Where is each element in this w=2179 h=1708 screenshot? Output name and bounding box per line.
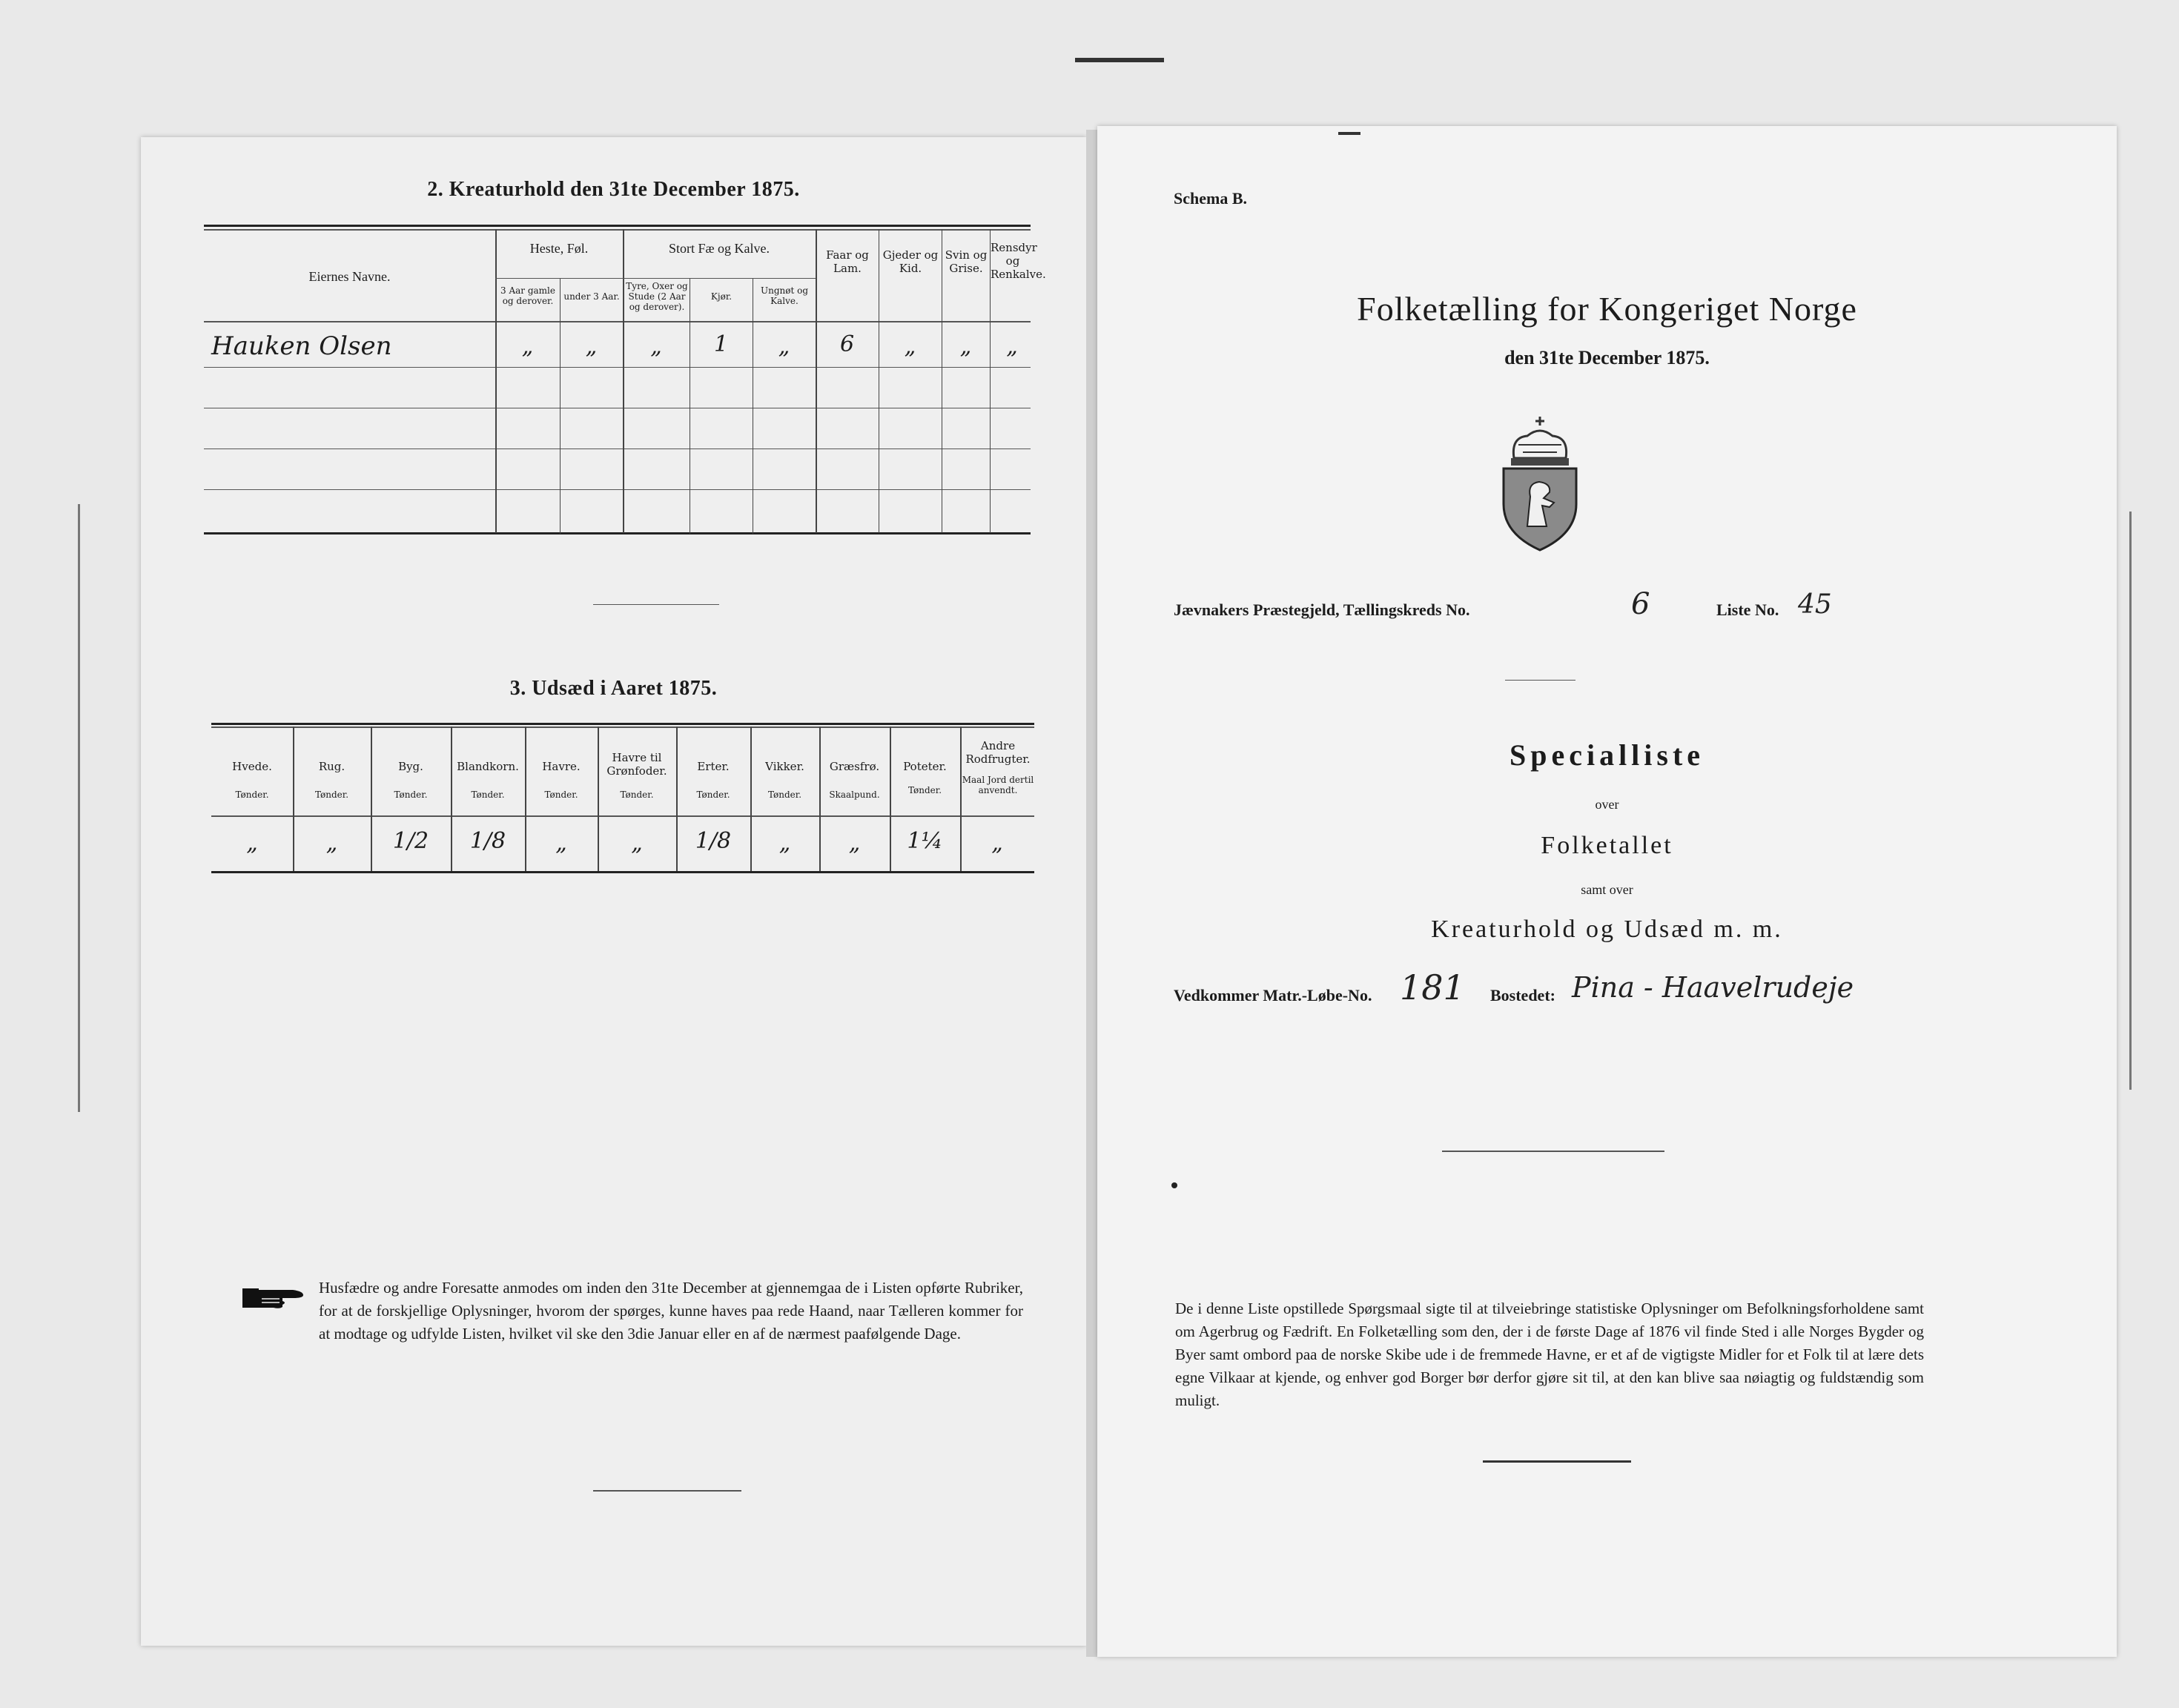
sow-h-unit: Tønder.: [767, 790, 802, 800]
samt-over-text: samt over: [1581, 882, 1633, 897]
horses-header: Heste, Føl.: [529, 241, 589, 256]
sowing-cell: 1/2: [392, 828, 429, 854]
bottom-note: De i denne Liste opstillede Spørgsmaal sigte til at tilveiebringe statistiske Oplysninger om Befolkningsforholdene samt om Agerbrug og Fædrift. En Folketælling som den, der i de første Dage af 1876 vil finde Sted i alle Norges Bygder og Byer samt ombord paa de norske Skibe ude i de fremmede Havne, er et af de vigtigste Midler for et Folk til at lære dets egne Vilkaar at kjende, og enhver god Borger bør derfor gjøre sit til, at den kan blive saa nøiagtig og fuldstændig som muligt.: [1175, 1300, 1924, 1409]
livestock-cell: 6: [839, 331, 855, 357]
right-page: [1097, 126, 2117, 1657]
bosted-value: Pina - Haavelrudeje: [1572, 971, 1854, 1004]
schema-label: Schema B.: [1174, 189, 1247, 208]
other-col-3: Svin og Grise.: [945, 248, 988, 275]
list-number: 45: [1798, 589, 1832, 620]
sow-h-unit: Tønder.: [394, 790, 428, 800]
sow-h-name: Havre til Grønfoder.: [606, 751, 667, 778]
divider: [1442, 1151, 1664, 1152]
census-date: den 31te December 1875.: [1504, 347, 1710, 368]
sow-h-unit: Tønder.: [235, 790, 269, 800]
sow-h-unit: Tønder.: [620, 790, 654, 800]
owner-name: Hauken Olsen: [211, 331, 392, 361]
bottom-rule: [593, 1490, 741, 1492]
sow-h-unit: Tønder.: [471, 790, 505, 800]
sow-h-unit: Tønder.: [544, 790, 578, 800]
sowing-cell: „: [555, 830, 567, 856]
livestock-cell: „: [521, 334, 534, 360]
kreaturhold-text: Kreaturhold og Udsæd m. m.: [1431, 916, 1783, 943]
sow-h-name: Andre Rodfrugter.: [965, 739, 1031, 766]
main-title: Folketælling for Kongeriget Norge: [1357, 290, 1857, 328]
bottom-rule: [1483, 1460, 1631, 1463]
over-text: over: [1595, 797, 1619, 812]
folketallet-text: Folketallet: [1541, 832, 1673, 859]
dot: [1171, 1182, 1177, 1188]
sow-h-name: Rug.: [318, 760, 345, 773]
sow-h-name: Vikker.: [765, 760, 804, 773]
cattle-col-2: Kjør.: [710, 291, 733, 302]
sowing-cell: „: [991, 830, 1003, 856]
other-col-4: Rensdyr og Renkalve.: [991, 241, 1046, 281]
cattle-header: Stort Fæ og Kalve.: [668, 241, 770, 256]
right-edge-mark: [2129, 512, 2132, 1090]
list-label: Liste No.: [1716, 600, 1779, 619]
owner-header: Eiernes Navne.: [308, 269, 391, 284]
cattle-col-3: Ungnøt og Kalve.: [760, 285, 809, 306]
sow-h-name: Erter.: [697, 760, 730, 773]
pointing-hand-icon: [241, 1282, 308, 1312]
sow-h-name: Græsfrø.: [829, 760, 880, 773]
divider: [1505, 680, 1575, 681]
livestock-cell: „: [585, 334, 598, 360]
cattle-col-1: Tyre, Oxer og Stude (2 Aar og derover).: [626, 281, 688, 312]
left-page: [141, 137, 1086, 1646]
bosted-label: Bostedet:: [1490, 986, 1555, 1004]
livestock-cell: „: [650, 334, 662, 360]
sowing-cell: 1/8: [695, 828, 732, 854]
matr-number: 181: [1400, 967, 1465, 1007]
left-edge-mark: [78, 504, 80, 1112]
sowing-cell: 1¼: [907, 828, 943, 854]
livestock-cell: „: [778, 334, 790, 360]
sow-h-unit: Tønder.: [907, 785, 942, 795]
divider: [593, 604, 719, 605]
sowing-cell: „: [631, 830, 643, 856]
livestock-title: 2. Kreaturhold den 31te December 1875.: [427, 178, 800, 201]
top-mark: [1075, 58, 1164, 62]
district-number: 6: [1631, 587, 1650, 621]
sowing-cell: „: [848, 830, 861, 856]
sow-h-unit: Tønder.: [314, 790, 349, 800]
notice-text: Husfædre og andre Foresatte anmodes om inden den 31te December at gjennemgaa de i Listen opførte Rubriker, for at de forskjellige Oplysninger, hvorom der spørges, kunne haves paa rede Haand, naar Tælleren kommer for at modtage og udfylde Listen, hvilket vil ske den 3die Januar eller en af de nærmest paafølgende Dage.: [319, 1279, 1023, 1343]
sowing-cell: 1/8: [469, 828, 506, 854]
livestock-cell: „: [904, 334, 916, 360]
livestock-cell: „: [1006, 334, 1018, 360]
sowing-cell: „: [325, 830, 338, 856]
horses-col-1: 3 Aar gamle og derover.: [500, 285, 555, 306]
sow-h-unit: Tønder.: [696, 790, 730, 800]
sow-h-name: Byg.: [398, 760, 423, 773]
sow-h-name: Blandkorn.: [457, 760, 519, 773]
sowing-cell: „: [246, 830, 258, 856]
specialliste-heading: Specialliste: [1509, 738, 1705, 772]
other-col-2: Gjeder og Kid.: [882, 248, 939, 275]
sow-h-name: Hvede.: [232, 760, 272, 773]
livestock-cell: 1: [713, 331, 729, 357]
sow-h-name: Havre.: [542, 760, 581, 773]
livestock-cell: „: [959, 334, 972, 360]
sowing-cell: „: [778, 830, 791, 856]
sow-h-unit: Skaalpund.: [829, 790, 880, 800]
parish-label: Jævnakers Præstegjeld, Tællingskreds No.: [1174, 600, 1470, 619]
sow-h-unit: Maal Jord dertil anvendt.: [962, 775, 1034, 795]
coat-of-arms-icon: [1498, 415, 1583, 556]
top-tick: [1338, 132, 1360, 135]
book-spine: [1086, 130, 1097, 1657]
matr-label: Vedkommer Matr.-Løbe-No.: [1174, 986, 1372, 1004]
sow-h-name: Poteter.: [903, 760, 947, 773]
sowing-title: 3. Udsæd i Aaret 1875.: [509, 677, 718, 700]
horses-col-2: under 3 Aar.: [563, 291, 620, 302]
other-col-1: Faar og Lam.: [826, 248, 869, 275]
